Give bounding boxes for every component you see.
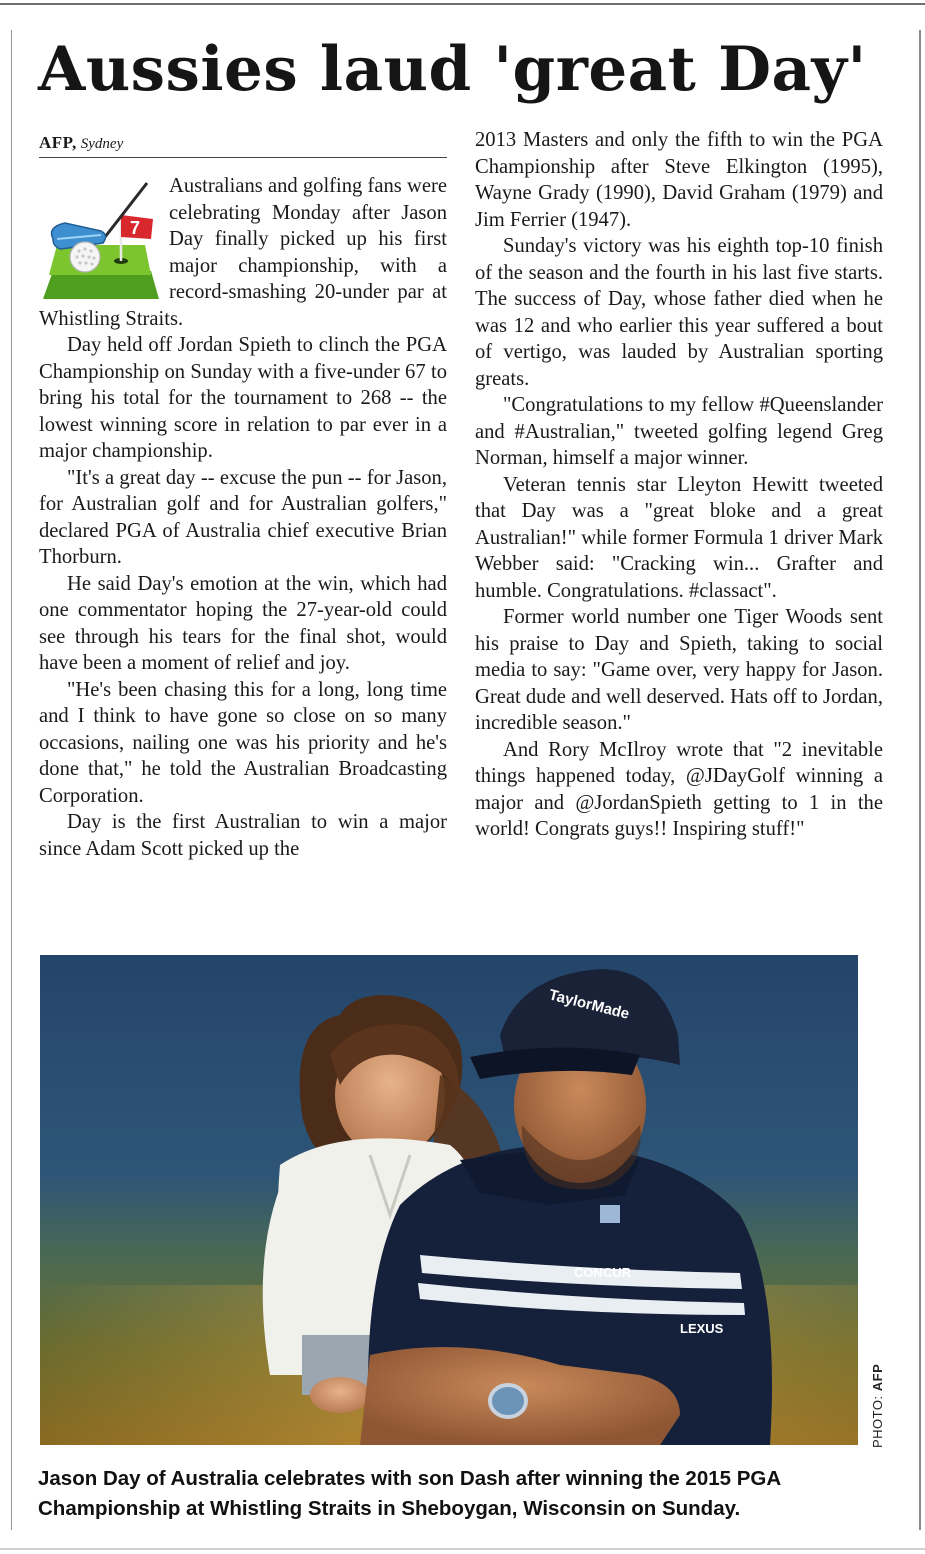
golf-ball	[70, 242, 100, 272]
paragraph: Australians and golfing fans were celebrating Monday after Jason Day finally picked up his first major championship, with a record-smashing 20-under par at Whistling Straits.	[39, 175, 447, 330]
shirt-logo-concur: CONCUR	[574, 1265, 632, 1280]
top-rule	[0, 3, 925, 5]
shirt-badge	[600, 1205, 620, 1223]
headline: Aussies laud 'great Day'	[38, 34, 867, 105]
paragraph: Day is the first Australian to win a major since Adam Scott picked up the	[39, 811, 447, 860]
bottom-rule	[0, 1548, 925, 1550]
right-column	[475, 127, 883, 843]
paragraph: He said Day's emotion at the win, which had one commentator hoping the 27-year-old could see through his tears for the final shot, would have been a moment of relief and joy.	[39, 572, 447, 674]
paragraph: 2013 Masters and only the fifth to win the PGA Championship after Steve Elkington (1995), Wayne Grady (1990), David Graham (1979) and Jim Ferrier (1947).	[475, 129, 883, 231]
golf-icon	[39, 179, 165, 302]
flag-number: 7	[129, 218, 141, 238]
left-border	[11, 30, 12, 1530]
shirt-logo-lexus: LEXUS	[680, 1321, 724, 1336]
byline-rule	[39, 157, 447, 158]
photo-illustration	[40, 955, 858, 1445]
right-border	[919, 30, 921, 1530]
photo-credit-agency: AFP	[870, 1363, 885, 1392]
grass-base	[43, 271, 159, 299]
paragraph: "He's been chasing this for a long, long time and I think to have gone so close on so many occasions, nailing one was his priority and he's done that," he told the Australian Broadcasting Corporation.	[39, 678, 447, 807]
paragraph: Sunday's victory was his eighth top-10 finish of the season and the fourth in his last five starts. The success of Day, whose father died when he was 12 and who earlier this year suffered a bout of vertigo, was lauded by Australian sporting greats.	[475, 235, 883, 390]
byline-city: Sydney	[80, 136, 124, 152]
photo-caption: Jason Day of Australia celebrates with son Dash after winning the 2015 PGA Championship at Whistling Straits in Sheboygan, Wisconsin on Sunday.	[38, 1467, 781, 1520]
byline-agency: AFP,	[39, 133, 77, 152]
paragraph: Day held off Jordan Spieth to clinch the PGA Championship on Sunday with a five-under 67 to bring his total for the tournament to 268 -- the lowest winning score in relation to par ever in a major championship.	[39, 334, 447, 462]
left-column	[39, 173, 447, 862]
paragraph: "Congratulations to my fellow #Queenslander and #Australian," tweeted golfing legend Greg Norman, himself a major winner.	[475, 394, 883, 469]
paragraph: Veteran tennis star Lleyton Hewitt tweeted that Day was a "great bloke and a great Australian!" while former Formula 1 driver Mark Webber said: "Cracking win... Grafter and humble. Congratulations. #classact".	[475, 473, 883, 602]
paragraph: Former world number one Tiger Woods sent his praise to Day and Spieth, taking to social media to say: "Game over, very happy for Jason. Great dude and well deserved. Hats off to Jordan, incredible season."	[475, 606, 883, 734]
photo-credit-label: PHOTO:	[870, 1395, 885, 1448]
photo-credit	[870, 1364, 885, 1448]
byline	[39, 133, 123, 154]
news-photo	[40, 955, 858, 1445]
wristwatch	[490, 1385, 526, 1417]
paragraph: "It's a great day -- excuse the pun -- for Jason, for Australian golf and for Australian golfers," declared PGA of Australia chief executive Brian Thorburn.	[39, 466, 447, 568]
paragraph: And Rory McIlroy wrote that "2 inevitable things happened today, @JDayGolf winning a major and @JordanSpieth getting to 1 in the world! Congrats guys!! Inspiring stuff!"	[475, 738, 883, 840]
cap-logo: TaylorMade	[547, 986, 632, 1023]
